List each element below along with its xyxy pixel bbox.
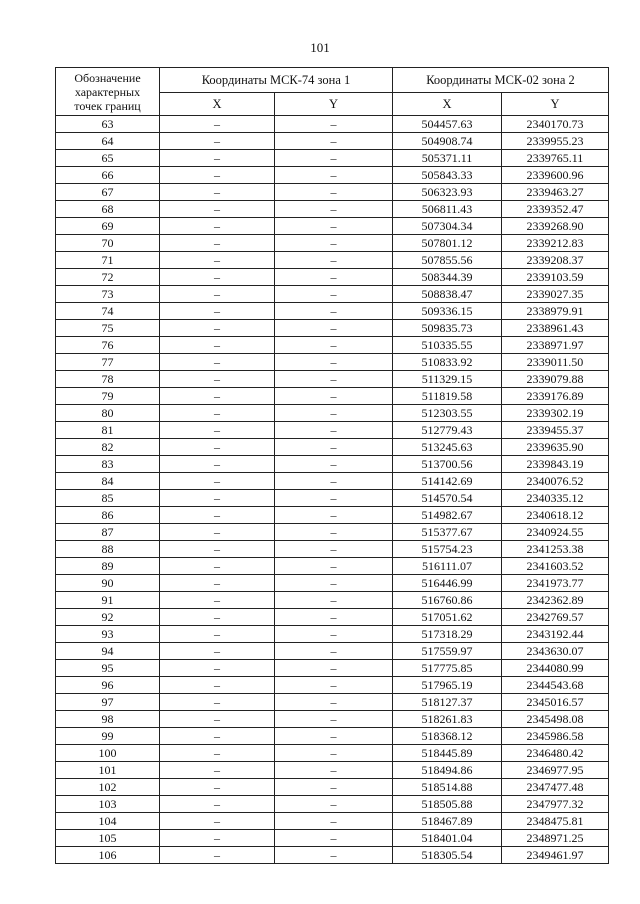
table-row [56,830,609,847]
msk74-y-cell: – [275,456,393,473]
point-number-cell: 72 [56,269,160,286]
msk02-x-cell: 514142.69 [393,473,502,490]
msk74-y-cell: – [275,150,393,167]
msk02-y-cell: 2342769.57 [502,609,609,626]
msk74-x-cell: – [160,150,275,167]
msk02-x-cell: 513700.56 [393,456,502,473]
point-number-cell: 100 [56,745,160,762]
page-number: 101 [310,40,330,55]
msk74-y-cell: – [275,405,393,422]
msk74-x-cell: – [160,558,275,575]
msk02-y-cell: 2339352.47 [502,201,609,218]
table-row [56,796,609,813]
msk02-y-cell: 2339212.83 [502,235,609,252]
msk74-y-cell: – [275,133,393,150]
point-number-cell: 73 [56,286,160,303]
msk02-x-cell: 508838.47 [393,286,502,303]
msk02-x-cell: 516446.99 [393,575,502,592]
msk02-y-cell: 2345986.58 [502,728,609,745]
msk74-x-cell: – [160,592,275,609]
point-number-cell: 67 [56,184,160,201]
msk74-x-cell: – [160,762,275,779]
point-header-line: характерных [74,84,141,99]
table-row [56,745,609,762]
msk02-x-cell: 505843.33 [393,167,502,184]
msk74-x-cell: – [160,422,275,439]
table-row [56,507,609,524]
msk74-y-cell: – [275,728,393,745]
point-number-cell: 98 [56,711,160,728]
msk02-y-cell: 2339843.19 [502,456,609,473]
point-number-cell: 95 [56,660,160,677]
msk74-y-cell: – [275,252,393,269]
msk74-y-cell: – [275,201,393,218]
msk02-y-cell: 2340170.73 [502,116,609,133]
msk02-y-cell: 2345498.08 [502,711,609,728]
table-row [56,303,609,320]
msk74-x-cell: – [160,116,275,133]
msk02-x-cell: 518467.89 [393,813,502,830]
point-number-cell: 81 [56,422,160,439]
msk74-y-cell: – [275,184,393,201]
msk74-x-cell: – [160,796,275,813]
msk02-x-cell: 509835.73 [393,320,502,337]
msk74-x-cell: – [160,286,275,303]
table-row [56,575,609,592]
msk74-y-cell: – [275,116,393,133]
msk74-y-cell: – [275,218,393,235]
msk74-y-cell: – [275,575,393,592]
msk02-x-cell: 506811.43 [393,201,502,218]
table-row [56,439,609,456]
msk02-x-cell: 507801.12 [393,235,502,252]
msk02-x-cell: 518514.88 [393,779,502,796]
msk74-y-cell: – [275,167,393,184]
table-header [56,68,609,116]
msk02-y-cell: 2339765.11 [502,150,609,167]
msk02-x-cell: 518401.04 [393,830,502,847]
point-number-cell: 75 [56,320,160,337]
point-number-cell: 69 [56,218,160,235]
msk02-x-cell: 518494.86 [393,762,502,779]
msk02-x-cell: 512303.55 [393,405,502,422]
msk74-y-cell: – [275,320,393,337]
point-number-cell: 87 [56,524,160,541]
msk02-x-cell: 514570.54 [393,490,502,507]
msk74-y-cell: – [275,711,393,728]
point-number-cell: 91 [56,592,160,609]
point-number-cell: 64 [56,133,160,150]
table-row [56,388,609,405]
msk02-y-cell: 2347477.48 [502,779,609,796]
msk74-y-cell: – [275,286,393,303]
msk02-y-cell: 2339455.37 [502,422,609,439]
msk02-y-cell: 2339027.35 [502,286,609,303]
point-number-cell: 104 [56,813,160,830]
msk02-y-cell: 2338979.91 [502,303,609,320]
table-row [56,286,609,303]
msk74-y-cell: – [275,677,393,694]
msk74-y-cell: – [275,524,393,541]
point-number-cell: 76 [56,337,160,354]
msk74-y-cell: – [275,762,393,779]
msk74-y-cell: – [275,745,393,762]
point-number-cell: 97 [56,694,160,711]
table-row [56,813,609,830]
table-row [56,541,609,558]
msk74-y-cell: – [275,626,393,643]
table-row [56,524,609,541]
point-number-cell: 88 [56,541,160,558]
msk02-y-cell: 2338971.97 [502,337,609,354]
msk02-x-cell: 506323.93 [393,184,502,201]
msk74-x-cell: – [160,337,275,354]
msk02-y-cell: 2339302.19 [502,405,609,422]
msk74-x-cell: – [160,269,275,286]
msk02-x-cell: 517051.62 [393,609,502,626]
point-number-cell: 106 [56,847,160,864]
msk74-x-cell: – [160,303,275,320]
table-row [56,643,609,660]
table-row [56,660,609,677]
msk02-x-cell: 518261.83 [393,711,502,728]
msk74-y-cell: – [275,388,393,405]
msk74-x-cell: – [160,371,275,388]
msk02-x-cell: 517965.19 [393,677,502,694]
msk02-x-cell: 515754.23 [393,541,502,558]
point-number-cell: 70 [56,235,160,252]
msk74-x-cell: – [160,252,275,269]
msk02-x-header: X [393,93,502,116]
msk02-y-cell: 2339011.50 [502,354,609,371]
msk74-x-cell: – [160,830,275,847]
msk74-x-cell: – [160,745,275,762]
msk02-x-cell: 518445.89 [393,745,502,762]
point-number-cell: 68 [56,201,160,218]
msk02-y-cell: 2339955.23 [502,133,609,150]
table-row [56,269,609,286]
table-row [56,456,609,473]
msk74-y-cell: – [275,558,393,575]
msk02-y-cell: 2339103.59 [502,269,609,286]
msk02-y-cell: 2339268.90 [502,218,609,235]
msk74-x-cell: – [160,626,275,643]
msk74-x-cell: – [160,201,275,218]
msk74-x-cell: – [160,524,275,541]
table-row [56,320,609,337]
msk74-x-cell: – [160,320,275,337]
point-number-cell: 92 [56,609,160,626]
msk02-y-cell: 2345016.57 [502,694,609,711]
table-row [56,218,609,235]
point-number-cell: 99 [56,728,160,745]
msk74-y-cell: – [275,643,393,660]
point-number-cell: 83 [56,456,160,473]
msk74-y-cell: – [275,507,393,524]
msk02-y-cell: 2343630.07 [502,643,609,660]
msk74-y-cell: – [275,609,393,626]
msk02-x-cell: 516111.07 [393,558,502,575]
msk74-y-cell: – [275,354,393,371]
msk02-x-cell: 511819.58 [393,388,502,405]
msk02-y-cell: 2344080.99 [502,660,609,677]
msk74-x-cell: – [160,694,275,711]
point-number-cell: 103 [56,796,160,813]
msk74-y-cell: – [275,847,393,864]
table-row [56,762,609,779]
msk02-x-cell: 508344.39 [393,269,502,286]
msk02-x-cell: 514982.67 [393,507,502,524]
msk74-x-cell: – [160,218,275,235]
point-number-cell: 93 [56,626,160,643]
msk74-x-cell: – [160,643,275,660]
msk74-x-cell: – [160,354,275,371]
msk02-y-cell: 2343192.44 [502,626,609,643]
msk74-x-cell: – [160,388,275,405]
msk74-x-cell: – [160,490,275,507]
msk02-x-cell: 517775.85 [393,660,502,677]
msk74-y-cell: – [275,303,393,320]
point-number-cell: 101 [56,762,160,779]
point-number-cell: 71 [56,252,160,269]
point-number-cell: 74 [56,303,160,320]
msk74-y-cell: – [275,779,393,796]
msk02-y-cell: 2346480.42 [502,745,609,762]
msk74-y-cell: – [275,269,393,286]
msk74-x-cell: – [160,235,275,252]
table-row [56,337,609,354]
point-number-cell: 79 [56,388,160,405]
msk74-x-cell: – [160,813,275,830]
table-row [56,473,609,490]
msk02-y-cell: 2340618.12 [502,507,609,524]
msk74-y-cell: – [275,660,393,677]
point-number-cell: 65 [56,150,160,167]
msk74-y-cell: – [275,439,393,456]
point-number-cell: 63 [56,116,160,133]
msk02-y-header: Y [502,93,609,116]
msk74-x-cell: – [160,575,275,592]
msk02-y-cell: 2344543.68 [502,677,609,694]
msk74-x-cell: – [160,507,275,524]
msk02-x-cell: 505371.11 [393,150,502,167]
msk02-x-cell: 504908.74 [393,133,502,150]
table-row [56,167,609,184]
table-row [56,184,609,201]
msk02-x-cell: 518127.37 [393,694,502,711]
msk02-y-cell: 2349461.97 [502,847,609,864]
msk02-y-cell: 2340924.55 [502,524,609,541]
point-number-cell: 102 [56,779,160,796]
msk02-x-cell: 517318.29 [393,626,502,643]
msk74-y-header: Y [275,93,393,116]
msk02-x-cell: 517559.97 [393,643,502,660]
msk02-x-cell: 518368.12 [393,728,502,745]
msk02-x-cell: 516760.86 [393,592,502,609]
point-number-cell: 86 [56,507,160,524]
msk02-y-cell: 2339079.88 [502,371,609,388]
table-row [56,558,609,575]
msk02-y-cell: 2348971.25 [502,830,609,847]
msk02-x-cell: 513245.63 [393,439,502,456]
point-number-cell: 82 [56,439,160,456]
msk74-y-cell: – [275,796,393,813]
table-row [56,133,609,150]
table-row [56,626,609,643]
table-row [56,847,609,864]
point-number-cell: 77 [56,354,160,371]
msk02-x-cell: 518505.88 [393,796,502,813]
msk74-y-cell: – [275,473,393,490]
point-number-cell: 66 [56,167,160,184]
table-row [56,422,609,439]
point-number-cell: 89 [56,558,160,575]
msk74-y-cell: – [275,371,393,388]
table-row [56,150,609,167]
table-row [56,371,609,388]
msk02-x-cell: 507855.56 [393,252,502,269]
msk74-x-cell: – [160,541,275,558]
table-row [56,405,609,422]
msk02-y-cell: 2340335.12 [502,490,609,507]
msk74-y-cell: – [275,592,393,609]
msk02-y-cell: 2339600.96 [502,167,609,184]
table-row [56,592,609,609]
msk74-x-cell: – [160,439,275,456]
table-row [56,779,609,796]
msk02-x-cell: 511329.15 [393,371,502,388]
msk74-x-cell: – [160,609,275,626]
point-designation-header [56,68,160,116]
msk02-x-cell: 504457.63 [393,116,502,133]
msk02-x-cell: 507304.34 [393,218,502,235]
msk02-y-cell: 2348475.81 [502,813,609,830]
point-number-cell: 78 [56,371,160,388]
point-number-cell: 90 [56,575,160,592]
msk74-y-cell: – [275,337,393,354]
table-row [56,694,609,711]
msk74-y-cell: – [275,830,393,847]
msk74-x-cell: – [160,711,275,728]
table-row [56,354,609,371]
table-row [56,728,609,745]
point-number-cell: 96 [56,677,160,694]
table-row [56,711,609,728]
msk02-x-cell: 510833.92 [393,354,502,371]
msk02-y-cell: 2339635.90 [502,439,609,456]
msk74-x-header: X [160,93,275,116]
msk74-x-cell: – [160,660,275,677]
msk74-x-cell: – [160,473,275,490]
msk02-group-header: Координаты МСК-02 зона 2 [393,68,609,93]
msk74-x-cell: – [160,779,275,796]
msk74-x-cell: – [160,405,275,422]
point-number-cell: 84 [56,473,160,490]
msk74-x-cell: – [160,847,275,864]
msk02-y-cell: 2346977.95 [502,762,609,779]
point-header-line: Обозначение [74,70,141,85]
table-row [56,677,609,694]
msk02-y-cell: 2338961.43 [502,320,609,337]
msk74-x-cell: – [160,728,275,745]
table-row [56,116,609,133]
msk02-y-cell: 2347977.32 [502,796,609,813]
msk02-x-cell: 512779.43 [393,422,502,439]
msk74-y-cell: – [275,422,393,439]
msk02-y-cell: 2342362.89 [502,592,609,609]
msk02-y-cell: 2341973.77 [502,575,609,592]
msk74-x-cell: – [160,677,275,694]
msk02-x-cell: 510335.55 [393,337,502,354]
msk02-y-cell: 2339208.37 [502,252,609,269]
msk74-x-cell: – [160,133,275,150]
msk74-y-cell: – [275,541,393,558]
point-number-cell: 105 [56,830,160,847]
msk74-group-header: Координаты МСК-74 зона 1 [160,68,393,93]
msk02-y-cell: 2341253.38 [502,541,609,558]
msk74-x-cell: – [160,167,275,184]
msk74-x-cell: – [160,456,275,473]
msk02-y-cell: 2340076.52 [502,473,609,490]
point-header-line: точек границ [74,98,141,113]
point-number-cell: 94 [56,643,160,660]
table-row [56,235,609,252]
table-row [56,490,609,507]
msk74-y-cell: – [275,235,393,252]
table-row [56,609,609,626]
msk02-x-cell: 515377.67 [393,524,502,541]
point-number-cell: 80 [56,405,160,422]
table-row [56,252,609,269]
msk02-y-cell: 2339176.89 [502,388,609,405]
coordinates-table [55,67,609,864]
msk02-y-cell: 2341603.52 [502,558,609,575]
msk02-x-cell: 509336.15 [393,303,502,320]
msk74-y-cell: – [275,694,393,711]
table-row [56,201,609,218]
msk74-x-cell: – [160,184,275,201]
msk74-y-cell: – [275,813,393,830]
msk02-x-cell: 518305.54 [393,847,502,864]
table-body [56,116,609,864]
msk02-y-cell: 2339463.27 [502,184,609,201]
point-number-cell: 85 [56,490,160,507]
msk74-y-cell: – [275,490,393,507]
